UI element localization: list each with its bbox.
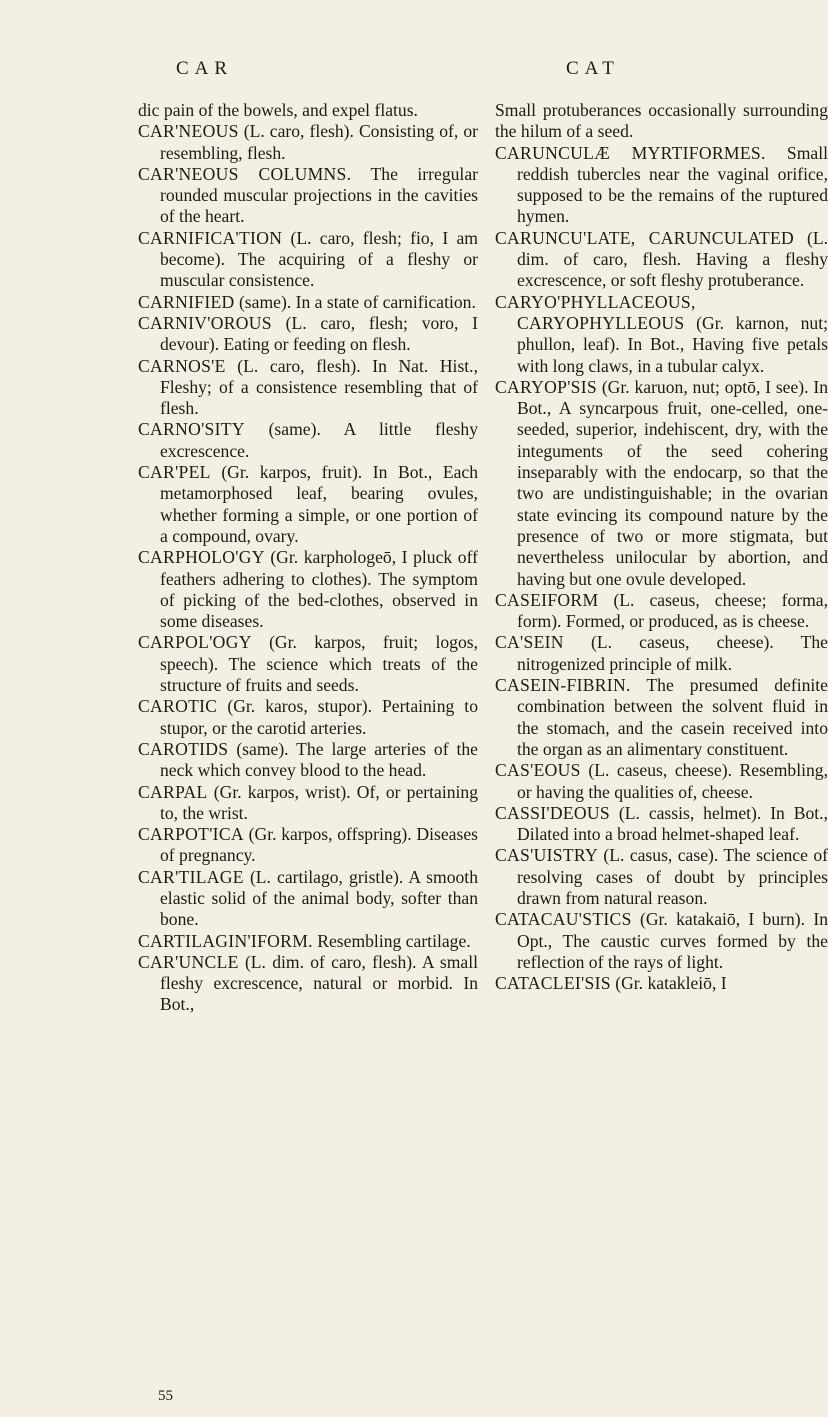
entry-definition: (L. caseus, cheese; forma, form). Formed, or produced, as is cheese.	[517, 589, 828, 632]
dictionary-entry	[495, 632, 828, 675]
dictionary-entry	[495, 590, 828, 633]
entry-definition: (L. caro, flesh; voro, I devour). Eating or feeding on flesh.	[160, 312, 478, 355]
entry-headword: CAR'TILAGE	[138, 866, 244, 887]
entry-headword: CASEIN-FIBRIN.	[495, 675, 631, 696]
dictionary-entry	[138, 931, 478, 952]
dictionary-entry	[495, 803, 828, 846]
entry-definition: (L. casus, case). The science of resolving cases of doubt by principles drawn from natural reason.	[517, 845, 828, 908]
right-column	[495, 100, 828, 994]
entry-headword: CARNOS'E	[138, 355, 226, 376]
entry-definition: (Gr. katakaiō, I burn). In Opt., The caustic curves formed by the reflection of the rays of light.	[517, 909, 828, 972]
entry-definition: Resembling cartilage.	[317, 930, 471, 951]
entry-headword: CARPAL	[138, 781, 208, 802]
dictionary-entry	[138, 824, 478, 867]
entry-definition: (Gr. katakleiō, I	[615, 973, 727, 994]
entry-headword: CARNIV'OROUS	[138, 312, 272, 333]
dictionary-entry	[495, 675, 828, 760]
entry-definition: (Gr. karpos, wrist). Of, or pertaining to, the wrist.	[160, 781, 478, 823]
entry-definition: (Gr. karpos, fruit). In Bot., Each metamorphosed leaf, bearing ovules, whether forming a simple, or one portion of a compound, ovary.	[160, 462, 478, 546]
entry-headword: CAR'NEOUS	[138, 121, 239, 142]
entry-definition: (L. caseus, cheese). Resembling, or having the qualities of, cheese.	[517, 760, 828, 802]
dictionary-entry	[138, 228, 478, 292]
dictionary-entry	[138, 121, 478, 164]
entry-headword: CARUNCU'LATE, CARUNCULATED	[495, 227, 795, 248]
entry-headword: CAR'UNCLE	[138, 951, 239, 972]
entry-definition: (L. caro, flesh; fio, I am become). The acquiring of a fleshy or muscular consistence.	[160, 227, 478, 291]
entry-definition: (Gr. karnon, nut; phullon, leaf). In Bot., Having five petals with long claws, in a tubular calyx.	[517, 312, 828, 376]
entry-definition: (Gr. karuon, nut; optō, I see). In Bot., A syncarpous fruit, one-celled, one-seeded, superior, indehiscent, dry, with the integuments of the seed cohering inseparably with the endocarp, so that the two are undistinguishable; in the ovarian state evincing its compound nature by the presence of two or more stigmata, but nevertheless unilocular by abortion, and having but one ovule developed.	[517, 376, 828, 589]
entry-definition: (L. cartilago, gristle). A smooth elastic solid of the animal body, softer than bone.	[160, 866, 478, 930]
entry-definition: (Gr. karos, stupor). Pertaining to stupor, or the carotid arteries.	[160, 696, 478, 738]
running-header-right: CAT	[566, 58, 620, 79]
dictionary-entry	[495, 973, 828, 994]
entry-definition: The irregular rounded muscular projections in the cavities of the heart.	[160, 163, 478, 227]
dictionary-entry	[138, 313, 478, 356]
entry-headword: CARTILAGIN'IFORM.	[138, 930, 313, 951]
entry-headword: CARNIFIED	[138, 291, 235, 312]
entry-definition: (Gr. karpos, fruit; logos, speech). The science which treats of the structure of fruits and seeds.	[160, 632, 478, 696]
dictionary-entry	[495, 292, 828, 377]
dictionary-entry	[495, 760, 828, 803]
entry-headword: CAS'EOUS	[495, 760, 581, 781]
entry-headword: CARPOT'ICA	[138, 824, 244, 845]
entry-definition: (L. caro, flesh). In Nat. Hist., Fleshy; of a consistence resembling that of flesh.	[160, 355, 478, 419]
entry-headword: CARUNCULÆ MYRTIFORMES.	[495, 142, 766, 163]
dictionary-entry	[138, 419, 478, 462]
entry-definition: Small reddish tubercles near the vaginal orifice, supposed to be the remains of the ruptured hymen.	[517, 142, 828, 227]
entry-definition: (same). The large arteries of the neck which convey blood to the head.	[160, 738, 478, 781]
left-column	[138, 100, 478, 1016]
dictionary-entry	[138, 696, 478, 739]
entry-definition: (same). In a state of carnification.	[238, 291, 476, 312]
dictionary-entry	[138, 356, 478, 420]
entry-headword: CA'SEIN	[495, 632, 564, 653]
entry-headword: CARNO'SITY	[138, 419, 245, 440]
entry-definition: (Gr. karphologeō, I pluck off feathers adhering to clothes). The symptom of picking of the bed-clothes, observed in some diseases.	[160, 547, 478, 632]
entry-headword: CAROTIC	[138, 696, 218, 717]
entry-definition: The presumed definite combination between the solvent fluid in the stomach, and the casein received into the organ as an alimentary constituent.	[517, 675, 828, 759]
dictionary-entry	[138, 632, 478, 696]
entry-headword: CARYO'PHYLLACEOUS, CARYOPHYLLEOUS	[495, 291, 696, 333]
dictionary-entry	[138, 292, 478, 313]
entry-headword: CASSI'DEOUS	[495, 802, 610, 823]
dictionary-entry	[138, 782, 478, 825]
entry-definition: (Gr. karpos, offspring). Diseases of pregnancy.	[160, 824, 478, 866]
entry-headword: CAR'PEL	[138, 462, 211, 483]
entry-headword: CARYOP'SIS	[495, 376, 597, 397]
entry-headword: CASEIFORM	[495, 589, 599, 610]
entry-headword: CATACLEI'SIS	[495, 973, 611, 994]
entry-definition: (L. caseus, cheese). The nitrogenized principle of milk.	[517, 632, 828, 674]
page-number: 55	[158, 1388, 173, 1404]
dictionary-entry	[495, 143, 828, 228]
entry-definition: (L. cassis, helmet). In Bot., Dilated into a broad helmet-shaped leaf.	[517, 802, 828, 845]
entry-definition: (L. dim. of caro, flesh. Having a fleshy excrescence, or soft fleshy protuberance.	[517, 227, 828, 291]
entry-headword: CAROTIDS	[138, 738, 229, 759]
dictionary-entry	[138, 100, 478, 121]
dictionary-entry	[495, 100, 828, 143]
dictionary-entry	[495, 909, 828, 973]
entry-headword: CAS'UISTRY	[495, 845, 598, 866]
entry-definition: (same). A little fleshy excrescence.	[160, 419, 478, 461]
dictionary-entry	[138, 164, 478, 228]
entry-headword: CAR'NEOUS COLUMNS.	[138, 163, 352, 184]
entry-definition: (L. caro, flesh). Consisting of, or resembling, flesh.	[160, 121, 478, 163]
dictionary-entry	[495, 845, 828, 909]
entry-definition: dic pain of the bowels, and expel flatus.	[138, 100, 418, 120]
dictionary-entry	[138, 462, 478, 547]
entry-definition: Small protuberances occasionally surrounding the hilum of a seed.	[495, 100, 828, 142]
dictionary-entry	[138, 739, 478, 782]
entry-headword: CARNIFICA'TION	[138, 227, 283, 248]
dictionary-entry	[138, 547, 478, 632]
running-header-left: CAR	[176, 58, 234, 79]
dictionary-entry	[495, 228, 828, 292]
entry-headword: CATACAU'STICS	[495, 909, 632, 930]
entry-headword: CARPOL'OGY	[138, 632, 252, 653]
dictionary-entry	[138, 867, 478, 931]
dictionary-entry	[138, 952, 478, 1016]
entry-headword: CARPHOLO'GY	[138, 547, 265, 568]
entry-definition: (L. dim. of caro, flesh). A small fleshy excrescence, natural or morbid. In Bot.,	[160, 951, 478, 1015]
dictionary-entry	[495, 377, 828, 590]
